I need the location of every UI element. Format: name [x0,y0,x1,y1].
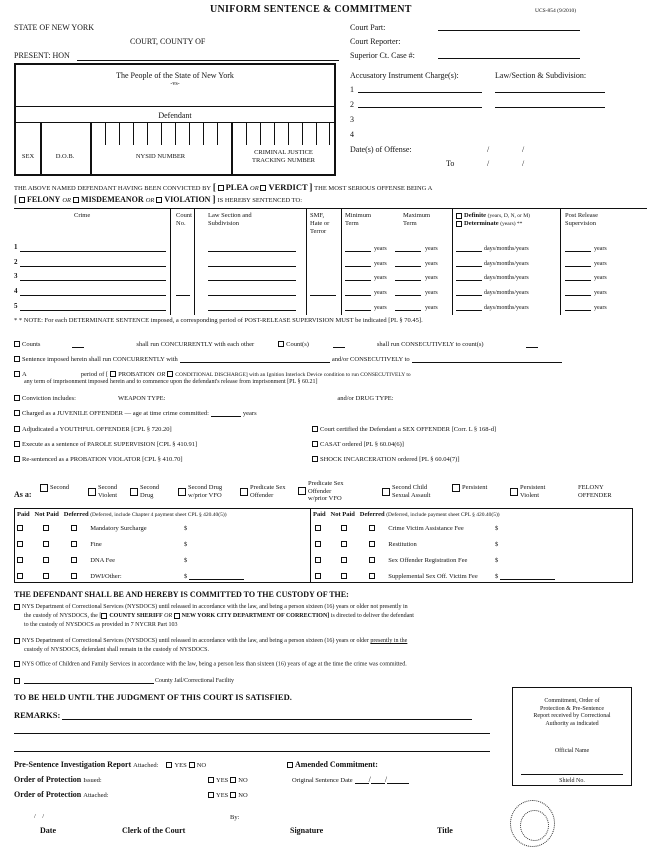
sex-label: SEX [21,153,35,160]
years-unit: years [374,275,387,281]
fee-row [17,556,187,564]
custody-option-2: NYS Department of Correctional Services (NYSDOCS) until released in accordance with the law, and being a person sixteen (16) years or older presently in the custody of NYSDOCS, defendant shall remain in the custody of NYSDOCS. [14,637,633,655]
deferred-checkbox[interactable] [369,525,375,531]
probation-option-cont: any term of imprisonment imposed herein and to commence upon the defendant's release from imprisonment [PL § 60.21] [24,379,318,385]
smf-field[interactable] [310,295,336,296]
juvenile-age-field[interactable] [211,408,241,417]
form-id: UCS-854 (9/2010) [535,8,577,14]
defendant-box [14,63,336,176]
crime-row-number: 3 [14,272,18,280]
custody-option-1: NYS Department of Correctional Services (NYSDOCS) until released in accordance with the law, and being a person sixteen (16) years or older not presently in the custody of NYSDOCS, the [ COUNTY SHERIFF OR NEW YORK CITY DEPARTMENT OF CORRECTION] is directed to deliver the defendant to the custody of NYSDOCS as provided in 7 NYCRR Part 103 [14,603,633,630]
state-label: STATE OF NEW YORK [14,23,95,32]
as-a-option: Second Violent [88,484,117,499]
fee-label: DNA Fee [90,557,115,564]
fee-label: Fine [90,541,102,548]
law-2-field[interactable] [495,99,605,108]
days-unit: days/months/years [484,246,529,252]
county-sheriff-checkbox[interactable] [101,613,107,619]
court-county-label: COURT, COUNTY OF [130,37,206,46]
casat-option: CASAT ordered [PL § 60.04(6)] [312,439,404,448]
op-issued-row: Order of Protection Issued: [14,775,102,784]
custody-heading: THE DEFENDANT SHALL BE AND HEREBY IS COMMITTED TO THE CUSTODY OF THE: [14,590,349,599]
determinate-checkbox[interactable] [456,221,462,227]
charge-number: 1 [350,85,354,94]
original-date-year[interactable] [387,775,409,784]
op-issued-options: YES NO [208,775,248,784]
law-field[interactable] [208,280,296,281]
title-label: Title [437,826,453,835]
sex-offender-checkbox[interactable] [312,426,318,432]
paid-checkbox[interactable] [315,573,321,579]
court-part-field[interactable] [438,22,580,31]
not-paid-checkbox[interactable] [43,557,49,563]
min-term-field[interactable] [345,266,371,267]
remarks-line-2[interactable] [14,725,490,734]
days-unit: days/months/years [484,290,529,296]
definite-term-field[interactable] [456,280,482,281]
not-paid-checkbox[interactable] [341,525,347,531]
fee-label: Crime Victim Assistance Fee [388,525,464,532]
as-a-checkbox[interactable] [40,484,48,492]
as-a-option: Predicate Sex Offender [240,484,286,499]
fee-label: Restitution [388,541,417,548]
dollar-sign: $ [184,573,188,580]
accusatory-label: Accusatory Instrument Charge(s): [350,71,459,80]
deferred-checkbox[interactable] [369,541,375,547]
law-section-label: Law/Section & Subdivision: [495,71,587,80]
law-field[interactable] [208,251,296,252]
min-term-field[interactable] [345,310,371,311]
probation-type-checkbox[interactable] [110,371,116,377]
felony-offender-label: FELONY OFFENDER [578,484,612,499]
max-term-field[interactable] [395,295,421,296]
violator-option: Re-sentenced as a PROBATION VIOLATOR [CPL § 410.70] [14,454,633,463]
fee-row [17,571,244,580]
counts3-field[interactable] [526,339,538,348]
not-paid-checkbox[interactable] [43,525,49,531]
not-paid-checkbox[interactable] [43,541,49,547]
shock-checkbox[interactable] [312,456,318,462]
as-a-option: Second Drug w/prior VFO [178,484,222,499]
psi-yes-checkbox[interactable] [166,762,172,768]
as-a-checkbox[interactable] [510,488,518,496]
charge-number: 3 [350,115,354,124]
prs-field[interactable] [565,280,591,281]
superior-case-label: Superior Ct. Case #: [350,51,415,60]
op-issued-yes-checkbox[interactable] [208,777,214,783]
definite-term-field[interactable] [456,295,482,296]
paid-checkbox[interactable] [315,541,321,547]
fees-left-header: Paid Not Paid Deferred (Deferred, include Chapter 4 payment sheet CPL § 420.40(5)) [17,511,227,518]
casat-checkbox[interactable] [312,441,318,447]
deferred-checkbox[interactable] [71,557,77,563]
op-attached-row: Order of Protection Attached: [14,790,109,799]
shield-label: Shield No. [521,774,623,784]
definite-term-field[interactable] [456,266,482,267]
max-term-field[interactable] [395,266,421,267]
paid-checkbox[interactable] [315,525,321,531]
county-jail-checkbox[interactable] [14,678,20,684]
original-date-row: Original Sentence Date / / [292,775,409,784]
custody-option-4: County Jail/Correctional Facility [14,675,633,684]
charge-1-field[interactable] [358,84,482,93]
years-unit: years [594,261,607,267]
paid-checkbox[interactable] [17,541,23,547]
crime-field[interactable] [20,280,166,281]
deferred-checkbox[interactable] [71,525,77,531]
crime-field[interactable] [20,251,166,252]
as-a-checkbox[interactable] [130,488,138,496]
youthful-option: Adjudicated a YOUTHFUL OFFENDER [CPL § 720.20] [14,424,633,433]
crime-row-number: 4 [14,287,18,295]
crime-field[interactable] [20,295,166,296]
days-unit: days/months/years [484,275,529,281]
date-separator: / [487,159,490,168]
count-field[interactable] [176,295,190,296]
years-unit: years [374,305,387,311]
county-jail-field[interactable] [24,675,154,684]
as-a-option: Persistent [452,484,487,492]
max-term-field[interactable] [395,251,421,252]
fee-row [17,524,187,532]
crime-row-number: 2 [14,258,18,266]
charge-2-field[interactable] [358,99,482,108]
custody-option-3: NYS Office of Children and Family Services in accordance with the law, being a person less than sixteen (16) years of age at the time the crime was committed. [14,661,633,667]
dates-offense-label: Date(s) of Offense: [350,145,412,154]
date-separator: / [522,159,525,168]
ocfs-checkbox[interactable] [14,661,20,667]
to-label: To [446,159,455,168]
original-date-day[interactable] [371,775,385,784]
dollar-sign: $ [184,541,188,548]
parole-option: Execute as a sentence of PAROLE SUPERVISION [CPL § 410.91] [14,439,633,448]
sex-offender-option: Court certified the Defendant a SEX OFFENDER [Corr. L § 168-d] [312,424,496,433]
op-issued-no-checkbox[interactable] [230,777,236,783]
dollar-sign: $ [495,525,499,532]
conviction-includes-checkbox[interactable] [14,395,20,401]
years-unit: years [594,275,607,281]
min-term-field[interactable] [345,280,371,281]
dollar-sign: $ [495,557,499,564]
dollar-sign: $ [495,573,499,580]
psi-no-checkbox[interactable] [189,762,195,768]
years-unit: years [594,305,607,311]
defendant-label: Defendant [158,111,192,120]
divider [16,106,334,107]
prs-field[interactable] [565,310,591,311]
misdemeanor-checkbox[interactable] [73,197,79,203]
fee-label: Mandatory Surcharge [90,525,147,532]
present-hon-field[interactable] [77,52,339,61]
probation-option: A period of [ PROBATION OR CONDITIONAL DISCHARGE] with an Ignition Interlock Device condition to run CONSECUTIVELY to [14,369,633,378]
superior-case-field[interactable] [438,50,580,59]
years-unit: years [594,246,607,252]
fee-label: Supplemental Sex Off. Victim Fee [388,573,478,580]
paid-checkbox[interactable] [17,525,23,531]
as-a-checkbox[interactable] [452,484,460,492]
state-seal-icon [510,800,555,847]
conviction-line-1: THE ABOVE NAMED DEFENDANT HAVING BEEN CONVICTED BY [ PLEA OR VERDICT ] THE MOST SERIOUS OFFENSE BEING A [14,182,433,192]
not-paid-checkbox[interactable] [341,557,347,563]
as-a-option: Predicate Sex Offender w/prior VFO [298,480,344,503]
law-1-field[interactable] [495,84,605,93]
parole-checkbox[interactable] [14,441,20,447]
sentence-checkbox[interactable] [14,356,20,362]
psi-row: Pre-Sentence Investigation Report Attached: YES NO [14,760,207,769]
min-term-field[interactable] [345,251,371,252]
consecutive-to-field[interactable] [412,354,562,363]
conditional-discharge-checkbox[interactable] [167,371,173,377]
nysdocs-present-checkbox[interactable] [14,638,20,644]
official-name-label: Official Name [554,748,590,754]
years-unit: years [425,246,438,252]
not-paid-checkbox[interactable] [341,573,347,579]
as-a-label: As a: [14,490,32,499]
fee-label: Sex Offender Registration Fee [388,557,468,564]
counts-field[interactable] [72,339,84,348]
fees-right-header: Paid Not Paid Deferred (Deferred, include payment sheet CPL § 420.40(5)) [313,511,500,518]
counts-concurrent-checkbox[interactable] [14,341,20,347]
court-part-label: Court Part: [350,23,386,32]
term-type-header: Definite (years, D, N, or M) Determinate (years) ** [456,212,530,228]
min-header: Minimum Term [345,212,372,227]
violator-checkbox[interactable] [14,456,20,462]
present-hon-label: PRESENT: HON [14,51,70,60]
years-unit: years [374,261,387,267]
felony-checkbox[interactable] [19,197,25,203]
law-field[interactable] [208,266,296,267]
deferred-checkbox[interactable] [71,541,77,547]
prs-note: * * NOTE: For each DETERMINATE SENTENCE imposed, a corresponding period of POST-RELEASE SUPERVISION MUST be indicated [PL § 70.45]. [14,317,423,324]
deferred-checkbox[interactable] [369,557,375,563]
crime-row-number: 5 [14,302,18,310]
definite-checkbox[interactable] [456,213,462,219]
crime-row-number: 1 [14,243,18,251]
amended-checkbox[interactable] [287,762,293,768]
amended-row: Amended Commitment: [287,760,378,769]
charge-number: 2 [350,100,354,109]
cjtn-label: CRIMINAL JUSTICE TRACKING NUMBER [251,149,316,164]
prs-field[interactable] [565,266,591,267]
form-title: UNIFORM SENTENCE & COMMITMENT [210,4,412,15]
paid-checkbox[interactable] [315,557,321,563]
by-label: By: [230,814,240,821]
fees-table [14,508,633,583]
crime-table [14,208,647,315]
nysid-label: NYSID NUMBER [135,153,186,160]
as-a-checkbox[interactable] [178,488,186,496]
shock-option: SHOCK INCARCERATION ordered [PL § 60.04(7)] [312,454,460,463]
years-unit: years [425,261,438,267]
crime-field[interactable] [20,310,166,311]
dollar-sign: $ [495,541,499,548]
max-header: Maximum Term [403,212,431,227]
fee-row [315,524,498,532]
deferred-checkbox[interactable] [71,573,77,579]
as-a-option: Second [40,484,69,492]
years-unit: years [374,290,387,296]
remarks-row: REMARKS: [14,710,633,720]
crime-field[interactable] [20,266,166,267]
dollar-sign: $ [184,557,188,564]
fee-label: DWI/Other: [90,573,122,580]
violation-checkbox[interactable] [156,197,162,203]
clerk-label: Clerk of the Court [122,826,186,835]
juvenile-option: Charged as a JUVENILE OFFENDER — age at time crime committed: years [14,408,633,417]
juvenile-checkbox[interactable] [14,410,20,416]
prs-field[interactable] [565,251,591,252]
remarks-field[interactable] [62,711,472,720]
as-a-checkbox[interactable] [240,488,248,496]
prs-header: Post Release Supervision [565,212,599,227]
law-field[interactable] [208,310,296,311]
prs-field[interactable] [565,295,591,296]
definite-term-field[interactable] [456,310,482,311]
days-unit: days/months/years [484,305,529,311]
receipt-text: Commitment, Order of Protection & Pre-Sentence Report received by Correctional Authority as indicated [533,698,611,727]
definite-term-field[interactable] [456,251,482,252]
probation-checkbox[interactable] [14,371,20,377]
not-paid-checkbox[interactable] [341,541,347,547]
days-unit: days/months/years [484,261,529,267]
people-label: The People of the State of New York [116,71,234,80]
conviction-line-2: [ FELONY OR MISDEMEANOR OR VIOLATION ] IS HEREBY SENTENCED TO: [14,194,303,204]
held-statement: TO BE HELD UNTIL THE JUDGMENT OF THIS COURT IS SATISFIED. [14,692,292,702]
as-a-checkbox[interactable] [88,488,96,496]
paid-checkbox[interactable] [17,557,23,563]
youthful-checkbox[interactable] [14,426,20,432]
sentence-option: Sentence imposed herein shall run CONCURRENTLY with and/or CONSECUTIVELY to [14,354,633,363]
verdict-checkbox[interactable] [260,185,266,191]
dob-label: D.O.B. [55,153,75,160]
smf-header: SMF, Hate or Terror [310,212,330,235]
count-header: Count No. [176,212,192,227]
deferred-checkbox[interactable] [369,573,375,579]
min-term-field[interactable] [345,295,371,296]
max-term-field[interactable] [395,280,421,281]
as-a-checkbox[interactable] [382,488,390,496]
years-unit: years [594,290,607,296]
counts-option: Counts shall run CONCURRENTLY with each other Count(s) shall run CONSECUTIVELY to count(s) [14,339,633,348]
op-attached-yes-checkbox[interactable] [208,792,214,798]
id-cells [16,122,334,174]
nyc-doc-checkbox[interactable] [174,613,180,619]
years-unit: years [374,246,387,252]
law-field[interactable] [208,295,296,296]
crime-header: Crime [74,212,91,219]
plea-checkbox[interactable] [218,185,224,191]
paid-checkbox[interactable] [17,573,23,579]
as-a-checkbox[interactable] [298,487,306,495]
nysdocs-checkbox[interactable] [14,604,20,610]
signature-label: Signature [290,826,324,835]
concurrent-with-field[interactable] [180,354,330,363]
op-attached-options: YES NO [208,790,248,799]
fee-row [315,571,555,580]
vs-label: -vs- [170,81,180,87]
date-separator: / [522,145,525,154]
original-date-month[interactable] [355,775,369,784]
years-unit: years [425,275,438,281]
op-attached-no-checkbox[interactable] [230,792,236,798]
not-paid-checkbox[interactable] [43,573,49,579]
fee-row [315,540,498,548]
date-separators: / / [34,813,45,820]
dollar-sign: $ [184,525,188,532]
as-a-option: Second Drug [130,484,159,499]
date-separator: / [487,145,490,154]
charge-number: 4 [350,130,354,139]
years-unit: years [425,305,438,311]
receipt-box [512,687,632,786]
law-header: Law Section and Subdivision [208,212,252,227]
court-reporter-label: Court Reporter: [350,37,401,46]
max-term-field[interactable] [395,310,421,311]
fee-row [315,556,498,564]
as-a-option: Persistent Violent [510,484,545,499]
as-a-option: Second Child Sexual Assault [382,484,430,499]
years-unit: years [425,290,438,296]
counts2-field[interactable] [333,339,345,348]
counts-consecutive-checkbox[interactable] [278,341,284,347]
date-label: Date [40,826,56,835]
fee-row [17,540,187,548]
conviction-includes-option: Conviction includes: WEAPON TYPE: and/or DRUG TYPE: [14,393,633,402]
remarks-line-3[interactable] [14,743,490,752]
